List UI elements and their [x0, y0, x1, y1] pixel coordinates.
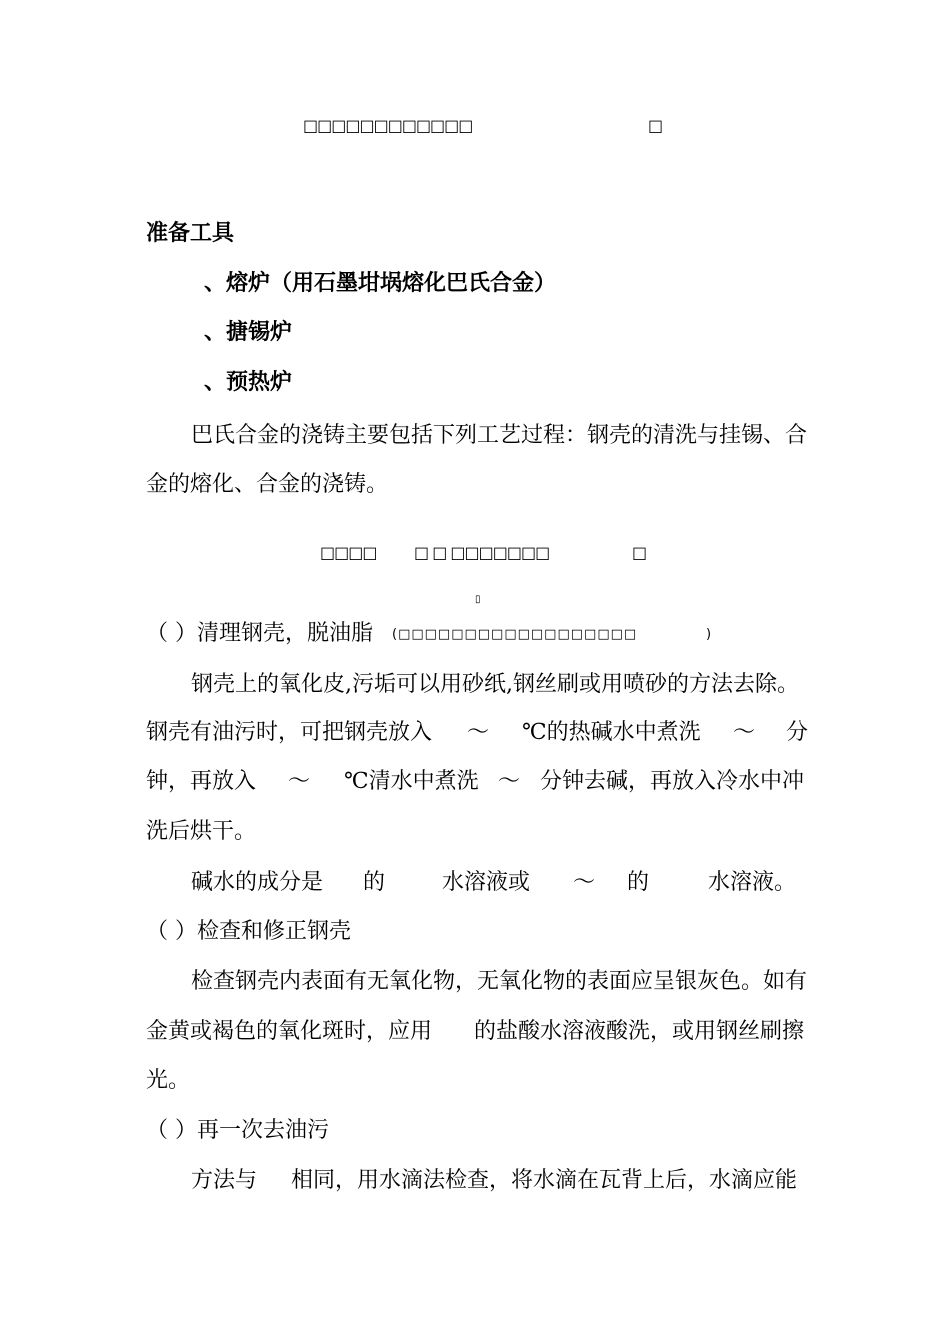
step2-paragraph-3: 光。 [146, 1068, 191, 1093]
intro-line-1: 巴氏合金的浇铸主要包括下列工艺过程：钢壳的清洗与挂锡、合 [191, 423, 808, 448]
step2-paragraph-1: 检查钢壳内表面有无氧化物，无氧化物的表面应呈银灰色。如有 [191, 969, 808, 994]
step1-note: (□□□□□□□□□□□□□□□□□□ [392, 627, 638, 642]
intro-line-2: 金的熔化、合金的浇铸。 [146, 472, 389, 497]
subheader-glyphs-a: □□□□ [320, 543, 377, 562]
step1-paragraph-4: 洗后烘干。 [146, 819, 257, 844]
s2p2-text-b: 的盐酸水溶液酸洗，或用钢丝刷擦 [474, 1019, 805, 1044]
p2-text-e: 分 [786, 720, 809, 745]
subheader-glyphs-d: ▯ [475, 594, 481, 605]
p3-tilde-1: ～ [288, 769, 311, 794]
p3-text-a: 钟，再放入 [146, 769, 257, 794]
p2-text-c: ℃的热碱水中煮洗 [522, 720, 701, 745]
p5-text-f: 水溶液。 [708, 870, 797, 895]
step1-heading: （ ）清理钢壳，脱油脂 [146, 621, 373, 646]
step1-paragraph-2 [0, 722, 950, 748]
p5-text-c: 水溶液或 [442, 870, 531, 895]
step2-heading: （ ）检查和修正钢壳 [146, 919, 351, 944]
s3p1-text-b: 相同，用水滴法检查，将水滴在瓦背上后，水滴应能 [291, 1168, 798, 1193]
p5-text-e: 的 [627, 870, 650, 895]
tool-item-preheat-furnace: 、预热炉 [204, 369, 293, 395]
step1-paragraph-3 [0, 771, 950, 797]
s3p1-text-a: 方法与 [191, 1168, 258, 1193]
subheader-glyphs-c: □ [632, 543, 647, 562]
p5-text-a: 碱水的成分是 [191, 870, 324, 895]
step3-paragraph-1 [0, 1170, 950, 1196]
step1-note-close: ) [706, 627, 713, 642]
tool-item-melting-furnace: 、熔炉（用石墨坩埚熔化巴氏合金） [204, 270, 557, 296]
step1-paragraph-1: 钢壳上的氧化皮,污垢可以用砂纸,钢丝刷或用喷砂的方法去除。 [191, 672, 799, 697]
header-title-end: □ [648, 116, 663, 135]
p2-text-a: 钢壳有油污时，可把钢壳放入 [146, 720, 433, 745]
section-heading-tools: 准备工具 [146, 220, 235, 246]
p2-tilde-1: ～ [467, 720, 490, 745]
subheader-glyphs-b: □ □ □□□□□□□ [414, 543, 550, 562]
p5-tilde: ～ [573, 870, 596, 895]
step3-heading: （ ）再一次去油污 [146, 1118, 329, 1143]
step2-paragraph-2 [0, 1021, 950, 1047]
p2-tilde-2: ～ [733, 720, 756, 745]
p3-tilde-2: ～ [498, 769, 521, 794]
p3-text-c: ℃清水中煮洗 [344, 769, 479, 794]
p5-text-b: 的 [363, 870, 386, 895]
step1-paragraph-5 [0, 872, 950, 898]
s2p2-text-a: 金黄或褐色的氧化斑时，应用 [146, 1019, 433, 1044]
p3-text-e: 分钟去碱，再放入冷水中冲 [540, 769, 805, 794]
header-title: □□□□□□□□□□□□ [303, 116, 473, 135]
tool-item-tinning-furnace: 、搪锡炉 [204, 319, 293, 345]
